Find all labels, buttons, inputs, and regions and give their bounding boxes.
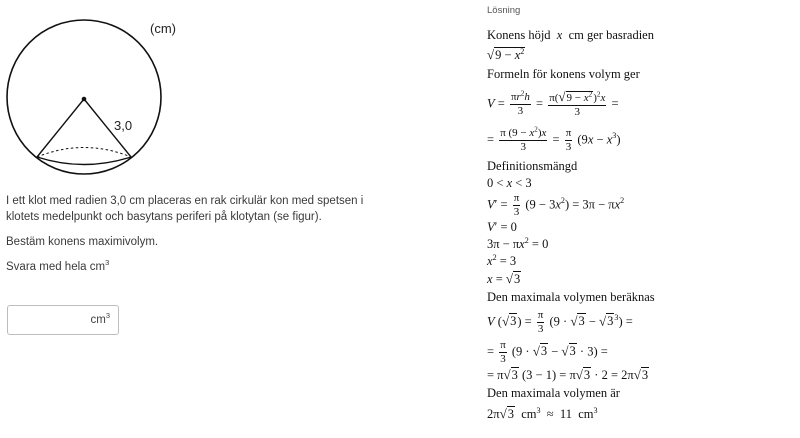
solution-line-17: Den maximala volymen är	[487, 386, 620, 400]
solution-line-13: Den maximala volymen beräknas	[487, 290, 655, 304]
solution-line-5: = $\frac{\pi (9 - x^2)x}{3}$ = $\frac{\pi}{3}$ $(9x - x^3)$	[487, 125, 621, 153]
solution-line-18: 2π√3 $cm^3 \approx 11$ $cm^3$	[487, 405, 598, 421]
solution-line-10: $3\pi - \pi x^2 = 0$	[487, 235, 549, 251]
solution-line-1: Konens höjd x cm ger basradien	[487, 28, 654, 42]
solution-title: Lösning	[487, 5, 521, 16]
sphere-cone-figure	[0, 0, 170, 185]
solution-line-7: 0 < x < 3	[487, 176, 532, 190]
solution-line-4: V = $\frac{\pi r^2h}{3}$ = $\frac{\pi(√9 - x^2)^2x}{3}$ =	[487, 89, 619, 118]
sphere-center-point	[82, 97, 87, 102]
solution-line-15: = $\frac{\pi}{3}$ (9 · √3 − √3 · 3) =	[487, 339, 608, 365]
question-task: Bestäm konens maximivolym.	[6, 236, 159, 248]
solution-line-8: V′ = $\frac{\pi}{3}$ $(9 - 3x^2) = 3\pi - \pi x^2$	[487, 192, 625, 218]
question-text: I ett klot med radien 3,0 cm placeras en rak cirkulär kon med spetsen i klotets medelpunkt och basytans periferi på klotytan (se figur).	[6, 195, 364, 223]
answer-field[interactable]	[7, 305, 119, 335]
answer-input[interactable]	[12, 310, 86, 332]
solution-line-3: Formeln för konens volym ger	[487, 67, 640, 81]
cone-base-back	[37, 148, 131, 158]
slant-length-label: 3,0	[114, 118, 133, 133]
solution-line-16: = π√3 (3 − 1) = π√3 · 2 = 2π√3	[487, 367, 649, 382]
answer-unit: $cm^3$	[90, 311, 110, 326]
question-text-block	[6, 193, 366, 284]
solution-line-11: $x^2 = 3$	[487, 252, 517, 268]
solution-line-2: $√9 - x^2$	[487, 46, 525, 62]
solution-line-9: V′ = 0	[487, 220, 517, 234]
solution-panel	[480, 0, 800, 438]
cone-base-front	[37, 157, 131, 165]
answer-instruction: Svara med hela $cm^3$	[6, 258, 110, 273]
solution-line-6: Definitionsmängd	[487, 159, 578, 173]
solution-line-12: x = √3	[487, 271, 521, 286]
unit-label: (cm)	[150, 21, 176, 36]
solution-line-14: V (√3) = $\frac{\pi}{3}$ $(9 \cdot √3 - √3^3)$ =	[487, 309, 633, 335]
cone-left-slant	[37, 99, 84, 157]
